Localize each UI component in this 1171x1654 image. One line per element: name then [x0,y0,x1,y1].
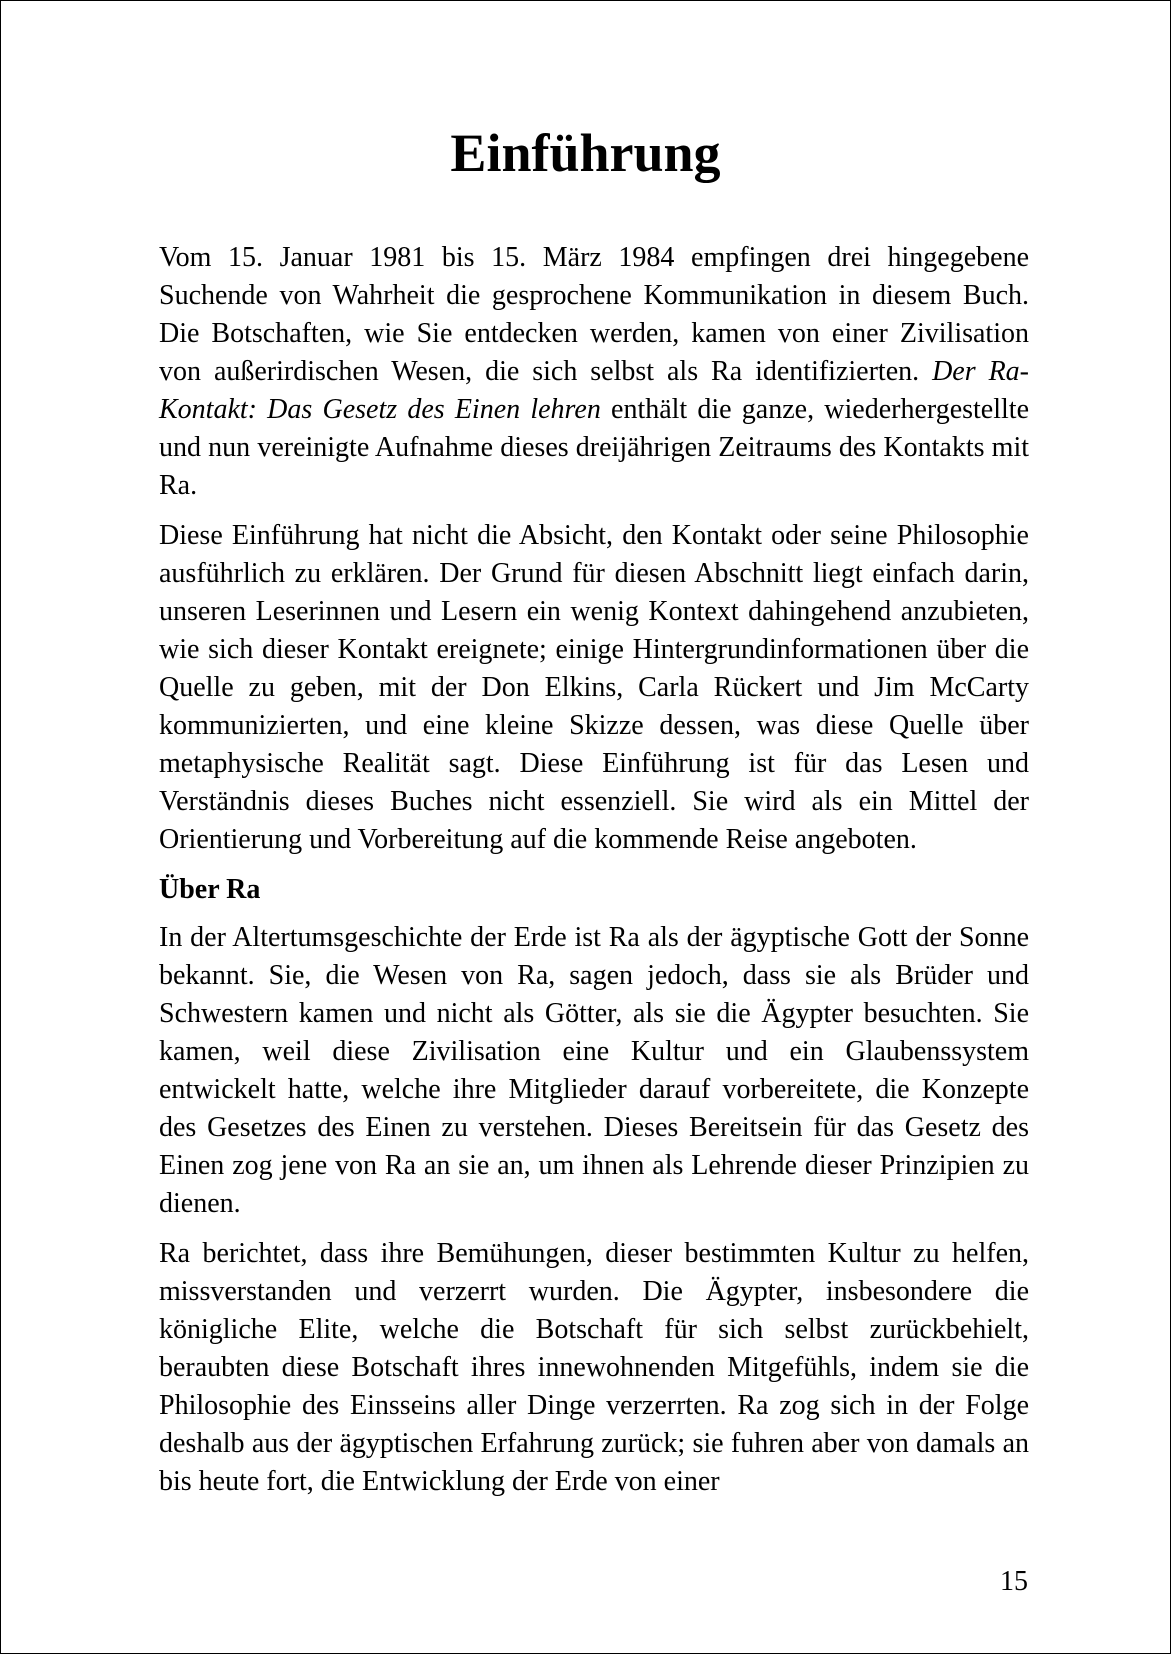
page-title: Einführung [450,123,721,183]
paragraph-intro-text-before: Vom 15. Januar 1981 bis 15. März 1984 empfingen drei hingegebene Suchende von Wahrheit die gesprochene Kommunikation in diesem Buch. Die Botschaften, wie Sie entdecken werden, kamen von einer Zivilisation von außerirdischen Wesen, die sich selbst als Ra identifizierten. [159,242,1029,387]
paragraph-intro [159,239,1029,505]
body-text [159,239,1029,1513]
book-title-italic: Der Ra-Kontakt: Das Gesetz des Einen lehren [159,356,1029,425]
section-heading-ueber-ra: Über Ra [159,874,261,905]
paragraph-ra-history: In der Altertumsgeschichte der Erde ist Ra als der ägyptische Gott der Sonne bekannt. Sie, die Wesen von Ra, sagen jedoch, dass sie als Brüder und Schwestern kamen und nicht als Götter, als sie die Ägypter besuchten. Sie kamen, weil diese Zivilisation eine Kultur und ein Glaubenssystem entwickelt hatte, welche ihre Mitglieder darauf vorbereitete, die Konzepte des Gesetzes des Einen zu verstehen. Dieses Bereitsein für das Gesetz des Einen zog jene von Ra an sie an, um ihnen als Lehrende dieser Prinzipien zu dienen. [159,922,1029,1219]
paragraph-purpose: Diese Einführung hat nicht die Absicht, den Kontakt oder seine Philosophie ausführlich zu erklären. Der Grund für diesen Abschnitt liegt einfach darin, unseren Leserinnen und Lesern ein wenig Kontext dahingehend anzubieten, wie sich dieser Kontakt ereignete; einige Hintergrundinformationen über die Quelle zu geben, mit der Don Elkins, Carla Rückert und Jim McCarty kommunizierten, und eine kleine Skizze dessen, was diese Quelle über metaphysische Realität sagt. Diese Einführung ist für das Lesen und Verständnis dieses Buches nicht essenziell. Sie wird als ein Mittel der Orientierung und Vorbereitung auf die kommende Reise angeboten. [159,520,1029,855]
paragraph-intro-text-after: enthält die ganze, wiederhergestellte und nun vereinigte Aufnahme dieses dreijährigen Zeitraums des Kontakts mit Ra. [159,394,1029,501]
paragraph-ra-report: Ra berichtet, dass ihre Bemühungen, dieser bestimmten Kultur zu helfen, missverstanden und verzerrt wurden. Die Ägypter, insbesondere die königliche Elite, welche die Botschaft für sich selbst zurückbehielt, beraubten diese Botschaft ihres innewohnenden Mitgefühls, indem sie die Philosophie des Einsseins aller Dinge verzerrten. Ra zog sich in der Folge deshalb aus der ägyptischen Erfahrung zurück; sie fuhren aber von damals an bis heute fort, die Entwicklung der Erde von einer [159,1238,1029,1497]
page-number: 15 [1000,1566,1028,1597]
